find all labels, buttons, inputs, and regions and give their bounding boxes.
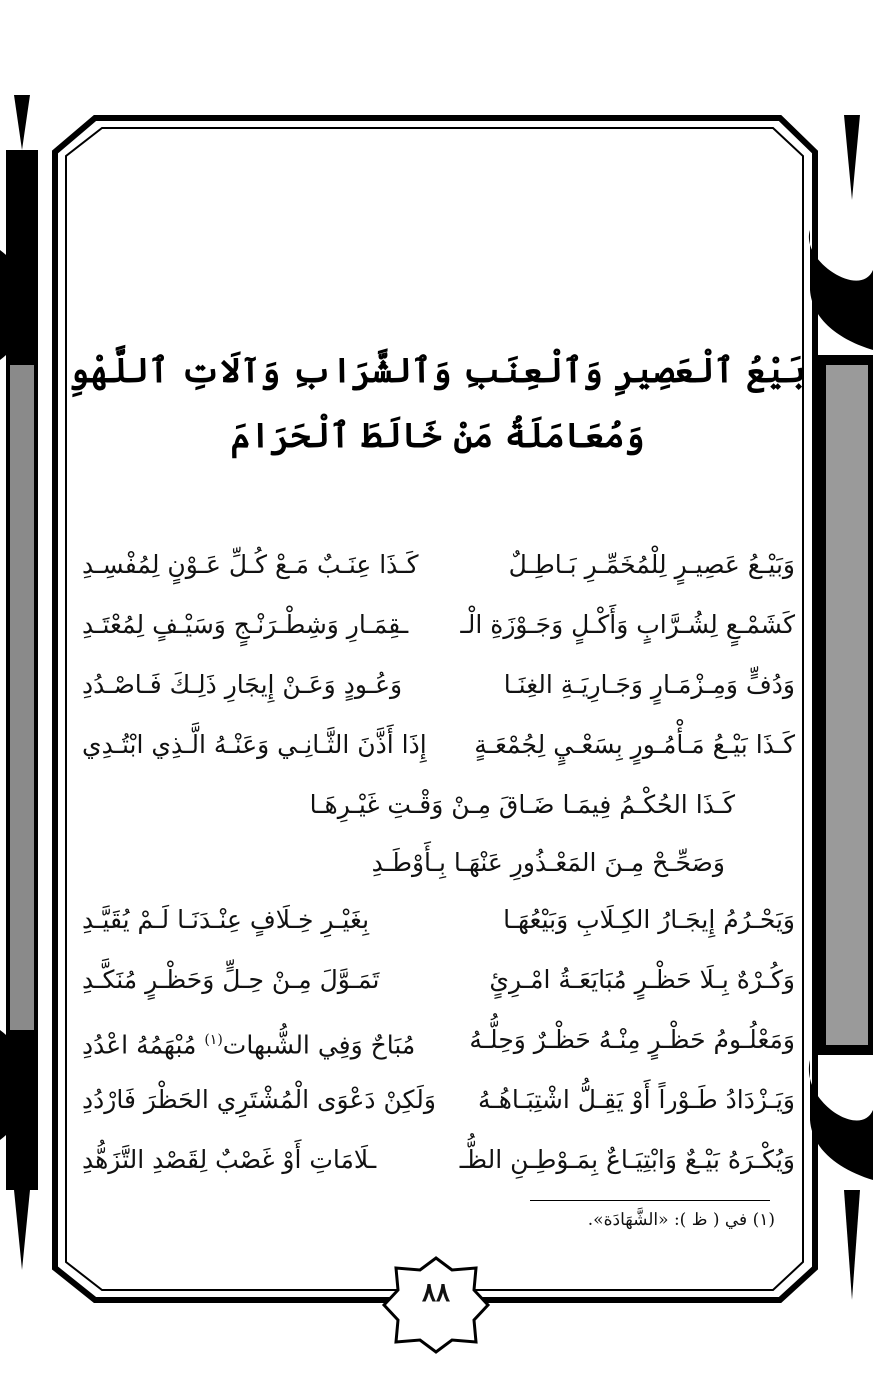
- verse-hemistich-right: وَبَيْـعُ عَصِيـرٍ لِلْمُخَمِّـرِ بَـاطِـلٌ: [508, 550, 795, 579]
- verse-line: [60, 600, 815, 650]
- verse-hemistich-right: كَـذَا بَيْـعُ مَـأْمُـورٍ بِسَعْـيٍ لِجُمْعَـةٍ: [474, 730, 795, 759]
- verse-hemistich-right: وَيَـزْدَادُ طَـوْراً أَوْ يَقِـلُّ اشْتِبَـاهُـهُ: [477, 1085, 795, 1114]
- verse-hemistich-left: إِذَا أَذَّنَ الثَّـانِـي وَعَنْـهُ الَّـذِي ابْتُـدِي: [82, 730, 427, 759]
- verse-hemistich-left: ـلَامَاتِ أَوْ غَصْبٌ لِقَصْدِ التَّزَهُّدِ: [82, 1145, 377, 1174]
- verse-line: [60, 720, 815, 770]
- left-ornament: [0, 95, 38, 1270]
- footnote-separator: [530, 1200, 770, 1201]
- verse-hemistich-right: وَدُفٍّ وَمِـزْمَـارٍ وَجَـارِيَـةِ الغِنَـا: [503, 670, 795, 699]
- chapter-title-line-1: بَيْعُ ٱلْعَصِيرِ وَٱلْعِنَبِ وَٱلشَّرَابِ وَآلَاتِ ٱللَّهْوِ: [69, 351, 806, 391]
- verse-hemistich-left: وَلَكِنْ دَعْوَى الْمُشْتَرِي الحَظْرَ فَارْدُدِ: [82, 1085, 436, 1114]
- verse-single-2: وَصَحِّـحْ مِـنَ المَعْـذُورِ عَنْهَـا بِـأَوْطَـدِ: [371, 848, 725, 877]
- verse-line: [60, 1135, 815, 1185]
- verse-line: [60, 1075, 815, 1125]
- verse-single-1: كَـذَا الحُكْـمُ فِيمَـا ضَـاقَ مِـنْ وَقْـتِ غَيْـرِهَـا: [309, 790, 735, 819]
- verse-line: [60, 895, 815, 945]
- verse-hemistich-left: وَعُـودٍ وَعَـنْ إِيجَارِ ذَلِـكَ فَـاصْـدُدِ: [82, 670, 403, 699]
- verse-hemistich-left: بِغَيْـرِ خِـلَافٍ عِنْـدَنَـا لَـمْ يُقَيَّـدِ: [82, 905, 370, 934]
- verse-line: [60, 955, 815, 1005]
- verse-line-single: [60, 780, 815, 830]
- verse-hemistich-right: وَكُـرْهٌ بِـلَا حَظْـرٍ مُبَايَعَـةُ امْـرِئٍ: [489, 965, 795, 994]
- verse-hemistich-left: تَمَـوَّلَ مِـنْ حِـلٍّ وَحَظْـرٍ مُنَكَّـدِ: [82, 965, 380, 994]
- verse-hemistich-left: ـقِمَـارِ وَشِطْـرَنْـجٍ وَسَيْـفٍ لِمُعْتَـدِ: [82, 610, 409, 639]
- verse-hemistich-left: [82, 1015, 415, 1070]
- footnote: (١) في ( ظ ): «الشَّهَادَة».: [587, 1210, 775, 1230]
- verse-hemistich-right: كَشَمْـعٍ لِشُـرَّابٍ وَأَكْـلٍ وَجَـوْزَةِ الْـ: [460, 610, 795, 639]
- verse-line-single: [60, 838, 815, 888]
- verse-hemistich-right: وَيَحْـرُمُ إِيجَـارُ الكِـلَابِ وَبَيْعُهَـا: [503, 905, 795, 934]
- verse-line: [60, 1015, 815, 1065]
- verse-hemistich-right: وَيُكْـرَهُ بَيْـعٌ وَابْتِيَـاعٌ بِمَـوْطِـنِ الظُّـ: [459, 1145, 795, 1174]
- verse-hemistich-left: كَـذَا عِنَـبٌ مَـعْ كُـلِّ عَـوْنٍ لِمُفْسِـدِ: [82, 550, 419, 579]
- chapter-title-line-2: وَمُعَامَلَةُ مَنْ خَالَطَ ٱلْحَرَامَ: [230, 416, 645, 456]
- verse-line: [60, 660, 815, 710]
- verse-text: مُبَاحٌ وَفِي الشُّبهات: [222, 1030, 416, 1060]
- verse-line: [60, 540, 815, 590]
- page-content: [60, 140, 815, 1280]
- verse-text: مُبْهَمُهُ اعْدُدِ: [82, 1030, 205, 1060]
- footnote-marker[interactable]: (١): [204, 1032, 223, 1048]
- right-ornament: [809, 115, 873, 1300]
- verse-hemistich-right: وَمَعْلُـومُ حَظْـرٍ مِنْـهُ حَظْـرٌ وَحِلُّـهُ: [469, 1025, 795, 1054]
- page-number: ٨٨: [422, 1278, 450, 1308]
